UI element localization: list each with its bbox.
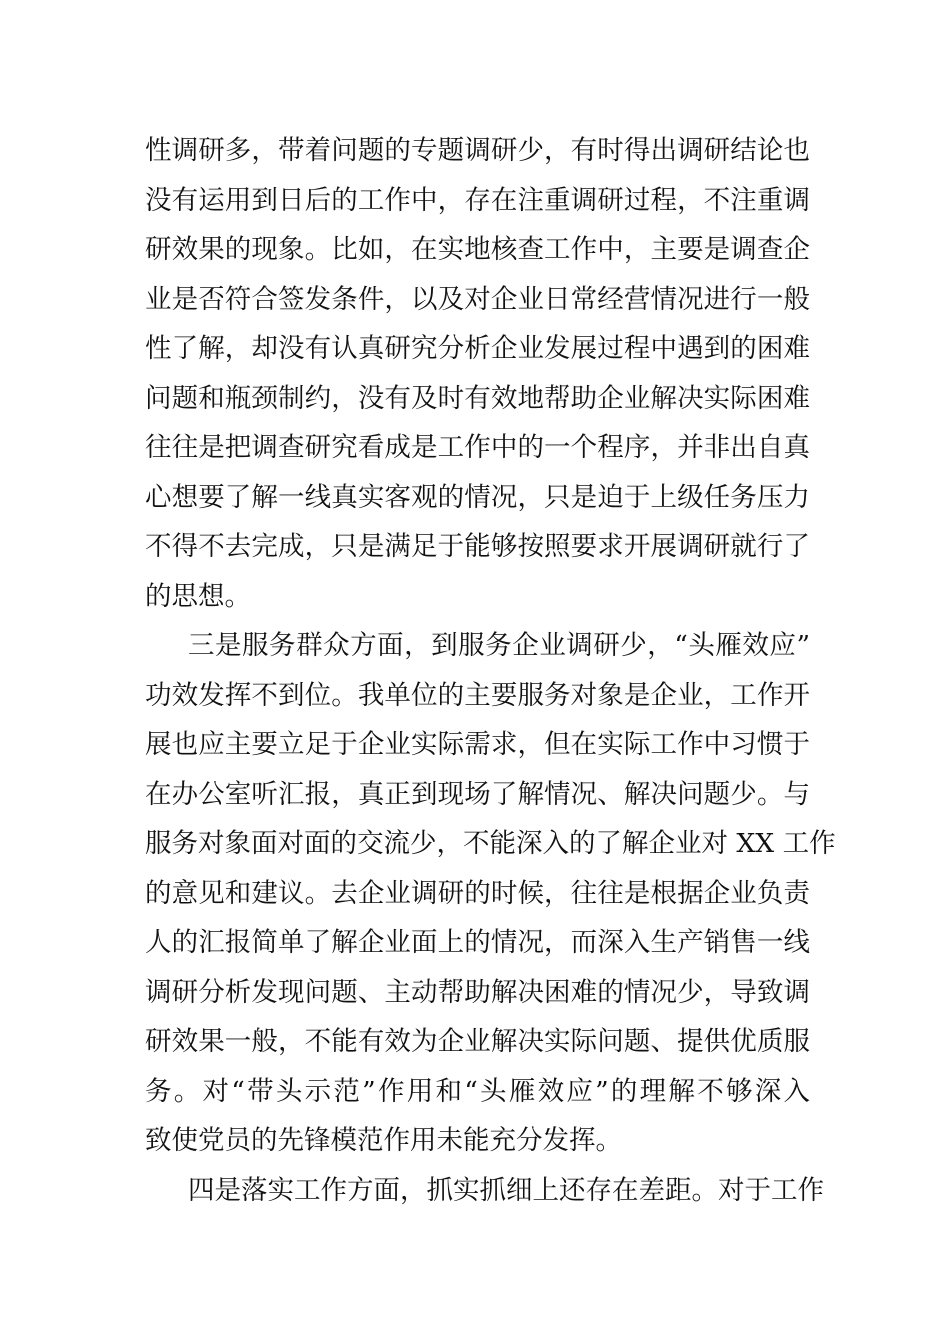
text-line: 功效发挥不到位。我单位的主要服务对象是企业，工作开 bbox=[145, 679, 810, 711]
text-line: 调研分析发现问题、主动帮助解决困难的情况少，导致调 bbox=[145, 976, 810, 1008]
text-line: 问题和瓶颈制约，没有及时有效地帮助企业解决实际困难 bbox=[145, 382, 810, 414]
text-line: 的思想。 bbox=[145, 580, 251, 612]
text-line: 性了解，却没有认真研究分析企业发展过程中遇到的困难 bbox=[145, 333, 810, 364]
text-line: 往往是把调查研究看成是工作中的一个程序，并非出自真 bbox=[145, 432, 810, 463]
text-line: 没有运用到日后的工作中，存在注重调研过程，不注重调 bbox=[145, 184, 810, 216]
text-line: 心想要了解一线真实客观的情况，只是迫于上级任务压力 bbox=[145, 481, 810, 513]
text-line: 的意见和建议。去企业调研的时候，往往是根据企业负责 bbox=[145, 877, 810, 909]
text-line: 服务对象面对面的交流少，不能深入的了解企业对 XX 工作 bbox=[145, 828, 836, 859]
text-line: 不得不去完成，只是满足于能够按照要求开展调研就行了 bbox=[145, 531, 810, 562]
text-line: 研效果的现象。比如，在实地核查工作中，主要是调查企 bbox=[145, 234, 810, 265]
text-line: 性调研多，带着问题的专题调研少，有时得出调研结论也 bbox=[145, 135, 810, 166]
text-line: 业是否符合签发条件，以及对企业日常经营情况进行一般 bbox=[145, 283, 810, 315]
text-line: 致使党员的先锋模范作用未能充分发挥。 bbox=[145, 1125, 622, 1156]
body-text bbox=[145, 126, 836, 1215]
text-line: 展也应主要立足于企业实际需求，但在实际工作中习惯于 bbox=[145, 729, 810, 760]
text-line: 人的汇报简单了解企业面上的情况，而深入生产销售一线 bbox=[145, 927, 810, 958]
text-line: 研效果一般，不能有效为企业解决实际问题、提供优质服 bbox=[145, 1026, 810, 1057]
text-line: 务。对“带头示范”作用和“头雁效应”的理解不够深入 bbox=[145, 1075, 810, 1107]
text-line: 在办公室听汇报，真正到现场了解情况、解决问题少。与 bbox=[145, 778, 810, 810]
text-line: 三是服务群众方面，到服务企业调研少，“头雁效应” bbox=[188, 630, 810, 661]
text-line: 四是落实工作方面，抓实抓细上还存在差距。对于工作 bbox=[188, 1174, 824, 1206]
